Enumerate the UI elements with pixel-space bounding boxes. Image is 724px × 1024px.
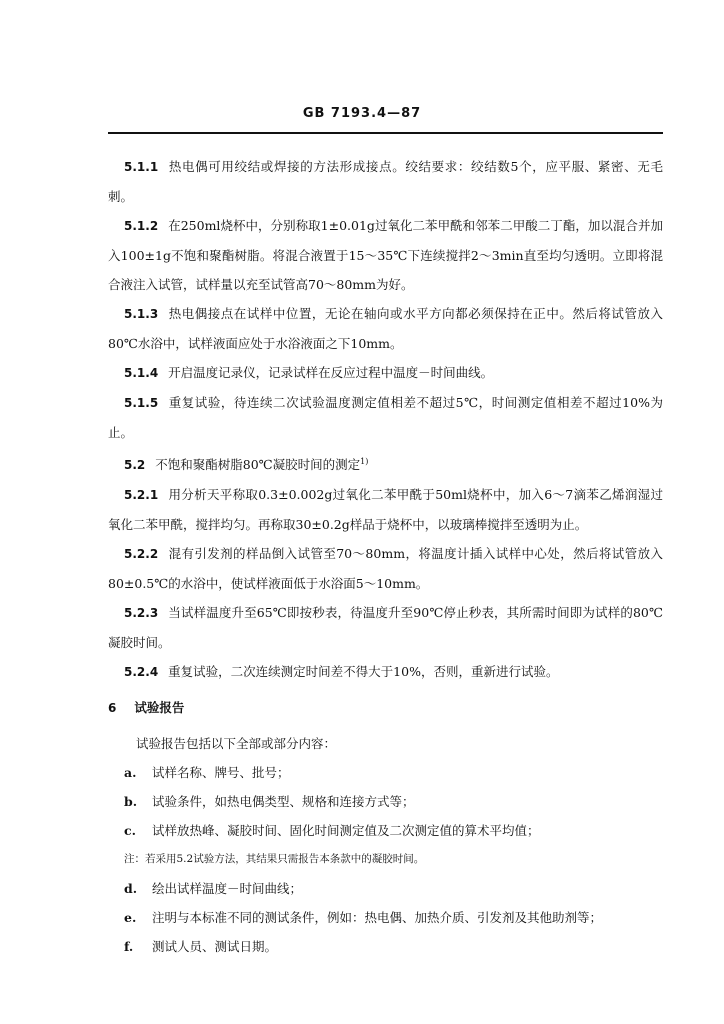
document-body — [108, 152, 663, 961]
item-text: 绘出试样温度－时间曲线； — [152, 881, 303, 897]
clause-5-2-4 — [108, 657, 663, 687]
item-label: a. — [124, 765, 137, 781]
item-text: 注明与本标准不同的测试条件，例如：热电偶、加热介质、引发剂及其他助剂等； — [152, 910, 603, 926]
clause-number: 5.1.1 — [124, 160, 159, 174]
clause-5-2-1 — [108, 480, 663, 539]
clause-5-1-2 — [108, 211, 663, 299]
item-text: 试验条件，如热电偶类型、规格和连接方式等； — [152, 794, 415, 810]
clause-text: 混有引发剂的样品倒入试管至70～80mm，将温度计插入试样中心处，然后将试管放入80±0.5℃的水浴中，使试样液面低于水浴面5～10mm。 — [108, 546, 663, 592]
report-item-b — [108, 787, 663, 816]
clause-text: 重复试验，待连续二次试验温度测定值相差不超过5℃，时间测定值相差不超过10%为止。 — [108, 395, 663, 440]
clause-5-2-2 — [108, 539, 663, 598]
standard-code-header: GB 7193.4—87 — [302, 106, 422, 121]
clause-5-1-3 — [108, 299, 663, 358]
clause-number: 5.2 — [124, 458, 146, 473]
report-item-c — [108, 816, 663, 845]
clause-number: 5.2.4 — [124, 665, 159, 680]
clause-number: 5.1.4 — [124, 366, 159, 380]
clause-text: 热电偶可用绞结或焊接的方法形成接点。绞结要求：绞结数5个，应平服、紧密、无毛刺。 — [108, 159, 663, 204]
item-label: e. — [124, 910, 137, 926]
report-item-d — [108, 874, 663, 903]
section-number: 6 — [108, 701, 117, 716]
clause-5-1-5 — [108, 388, 663, 447]
clause-number: 5.1.5 — [124, 396, 159, 410]
clause-5-2-3 — [108, 598, 663, 657]
clause-text: 不饱和聚酯树脂80℃凝胶时间的测定 — [155, 457, 361, 473]
item-text: 测试人员、测试日期。 — [152, 939, 278, 955]
item-label: c. — [124, 823, 136, 839]
report-item-a — [108, 758, 663, 787]
item-text: 试样放热峰、凝胶时间、固化时间测定值及二次测定值的算术平均值； — [152, 823, 540, 839]
clause-text: 重复试验，二次连续测定时间差不得大于10%，否则，重新进行试验。 — [168, 664, 559, 680]
clause-number: 5.1.3 — [124, 307, 159, 321]
report-note: 注：若采用5.2试验方法，其结果只需报告本条款中的凝胶时间。 — [124, 853, 425, 866]
clause-text: 当试样温度升至65℃即按秒表，待温度升至90℃停止秒表，其所需时间即为试样的80℃凝胶时间。 — [108, 605, 663, 651]
report-intro: 试验报告包括以下全部或部分内容： — [136, 736, 337, 752]
clause-number: 5.2.1 — [124, 488, 159, 503]
clause-text: 在250ml烧杯中，分别称取1±0.01g过氧化二苯甲酰和邻苯二甲酸二丁酯，加以混合并加入100±1g不饱和聚酯树脂。将混合液置于15～35℃下连续搅拌2～3min直至均匀透明。立即将混合液注入试管，试样量以充至试管高70～80mm为好。 — [108, 218, 663, 292]
header-rule — [108, 132, 663, 134]
section-6-heading — [108, 693, 663, 723]
footnote-mark: 1) — [360, 457, 369, 466]
clause-number: 5.2.2 — [124, 547, 159, 562]
report-item-e — [108, 903, 663, 932]
item-label: d. — [124, 881, 138, 897]
clause-text: 用分析天平称取0.3±0.002g过氧化二苯甲酰于50ml烧杯中，加入6～7滴苯乙烯润湿过氧化二苯甲酰，搅拌均匀。再称取30±0.2g样品于烧杯中，以玻璃棒搅拌至透明为止。 — [108, 487, 663, 533]
clause-5-2-heading — [108, 447, 663, 480]
item-label: b. — [124, 794, 138, 810]
clause-5-1-1 — [108, 152, 663, 211]
item-text: 试样名称、牌号、批号； — [152, 765, 290, 781]
clause-5-1-4 — [108, 358, 663, 388]
section-title: 试验报告 — [134, 700, 185, 716]
clause-number: 5.2.3 — [124, 606, 159, 621]
clause-number: 5.1.2 — [124, 219, 159, 233]
clause-text: 开启温度记录仪，记录试样在反应过程中温度－时间曲线。 — [168, 365, 494, 380]
clause-text: 热电偶接点在试样中位置，无论在轴向或水平方向都必须保持在正中。然后将试管放入80℃水浴中，试样液面应处于水浴液面之下10mm。 — [108, 306, 663, 351]
item-label: f. — [124, 939, 134, 955]
report-item-f — [108, 932, 663, 961]
